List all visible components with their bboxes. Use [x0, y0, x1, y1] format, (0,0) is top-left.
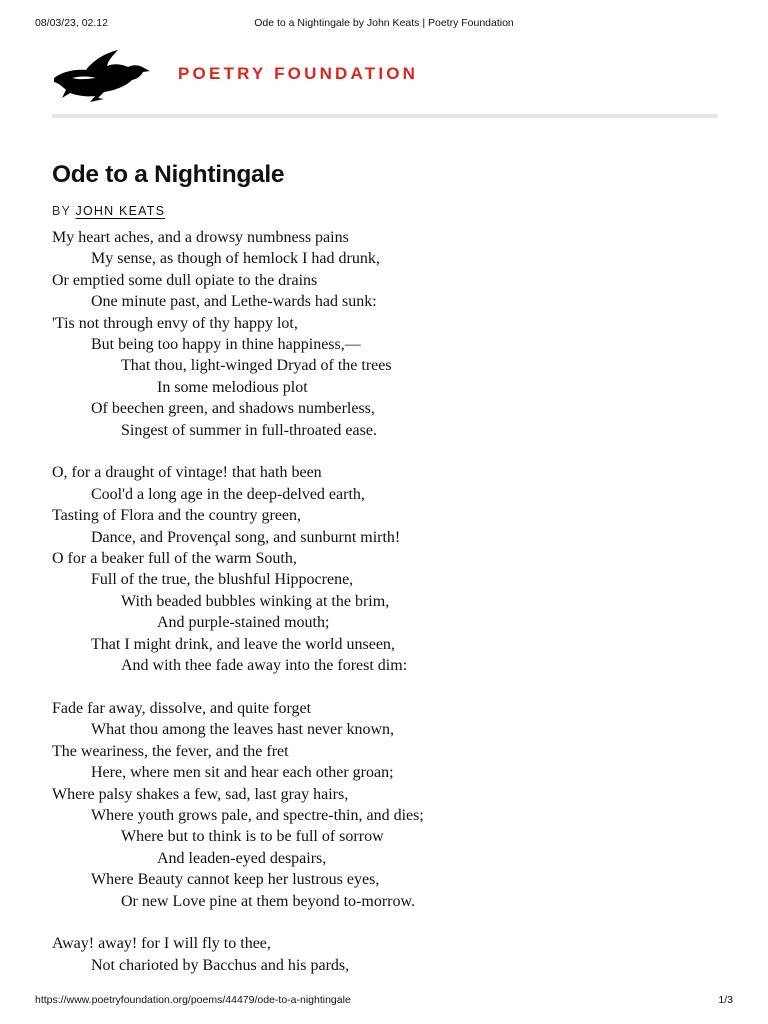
poem-line: Cool'd a long age in the deep-delved earth, [91, 485, 365, 503]
poem-line: And with thee fade away into the forest dim: [121, 657, 408, 675]
poem-line: Here, where men sit and hear each other groan; [91, 764, 394, 782]
poem-line: The weariness, the fever, and the fret [52, 742, 289, 760]
poem-line: That I might drink, and leave the world unseen, [91, 635, 395, 653]
poem-line: Of beechen green, and shadows numberless, [91, 400, 375, 418]
print-url[interactable]: https://www.poetryfoundation.org/poems/44479/ode-to-a-nightingale [35, 994, 351, 1006]
poem-line: Where palsy shakes a few, sad, last gray hairs, [52, 785, 349, 803]
print-document-title: Ode to a Nightingale by John Keats | Poetry Foundation [254, 17, 514, 29]
poem-body [52, 227, 712, 998]
poem-line: Not charioted by Bacchus and his pards, [91, 956, 350, 974]
author-link[interactable]: JOHN KEATS [75, 204, 166, 218]
poem-line: O, for a draught of vintage! that hath been [52, 464, 322, 482]
header-divider [52, 114, 718, 118]
poem-line: With beaded bubbles winking at the brim, [121, 592, 390, 610]
poem-line: What thou among the leaves hast never known, [91, 721, 395, 739]
poem-line: O for a beaker full of the warm South, [52, 550, 297, 568]
poem-line: Fade far away, dissolve, and quite forget [52, 699, 312, 717]
pegasus-logo-icon[interactable] [52, 48, 152, 104]
poem-line: Away! away! for I will fly to thee, [52, 935, 271, 953]
poem-line: 'Tis not through envy of thy happy lot, [52, 314, 298, 332]
poem-line: Where Beauty cannot keep her lustrous eyes, [91, 871, 380, 889]
stanza-1 [52, 227, 712, 441]
poem-line: One minute past, and Lethe-wards had sunk: [91, 293, 377, 311]
poem-line: Where but to think is to be full of sorrow [121, 828, 384, 846]
poem-line: In some melodious plot [157, 378, 308, 396]
poem-line: That thou, light-winged Dryad of the trees [121, 357, 392, 375]
poem-line: Tasting of Flora and the country green, [52, 507, 302, 525]
brand-name[interactable]: POETRY FOUNDATION [178, 64, 419, 83]
poem-line: But being too happy in thine happiness,— [91, 336, 361, 354]
poem-line: Dance, and Provençal song, and sunburnt mirth! [91, 528, 401, 546]
poem-line: Or emptied some dull opiate to the drains [52, 271, 318, 289]
stanza-2 [52, 462, 712, 676]
print-header [35, 17, 733, 31]
poem-title: Ode to a Nightingale [52, 161, 285, 188]
poem-line: And leaden-eyed despairs, [157, 849, 327, 867]
print-date: 08/03/23, 02.12 [35, 17, 108, 29]
print-footer [35, 994, 733, 1008]
poem-line: And purple-stained mouth; [157, 614, 330, 632]
poem-line: Singest of summer in full-throated ease. [121, 421, 377, 439]
stanza-3 [52, 698, 712, 912]
poem-line: Or new Love pine at them beyond to-morrow. [121, 892, 415, 910]
stanza-4 [52, 933, 712, 976]
poem-line: My sense, as though of hemlock I had drunk, [91, 250, 380, 268]
byline [52, 204, 165, 218]
page-number: 1/3 [718, 994, 733, 1006]
poem-line: Full of the true, the blushful Hippocrene, [91, 571, 354, 589]
poem-line: Where youth grows pale, and spectre-thin, and dies; [91, 806, 424, 824]
poem-line: My heart aches, and a drowsy numbness pains [52, 229, 349, 246]
byline-label: BY [52, 204, 71, 218]
site-header [52, 44, 718, 116]
